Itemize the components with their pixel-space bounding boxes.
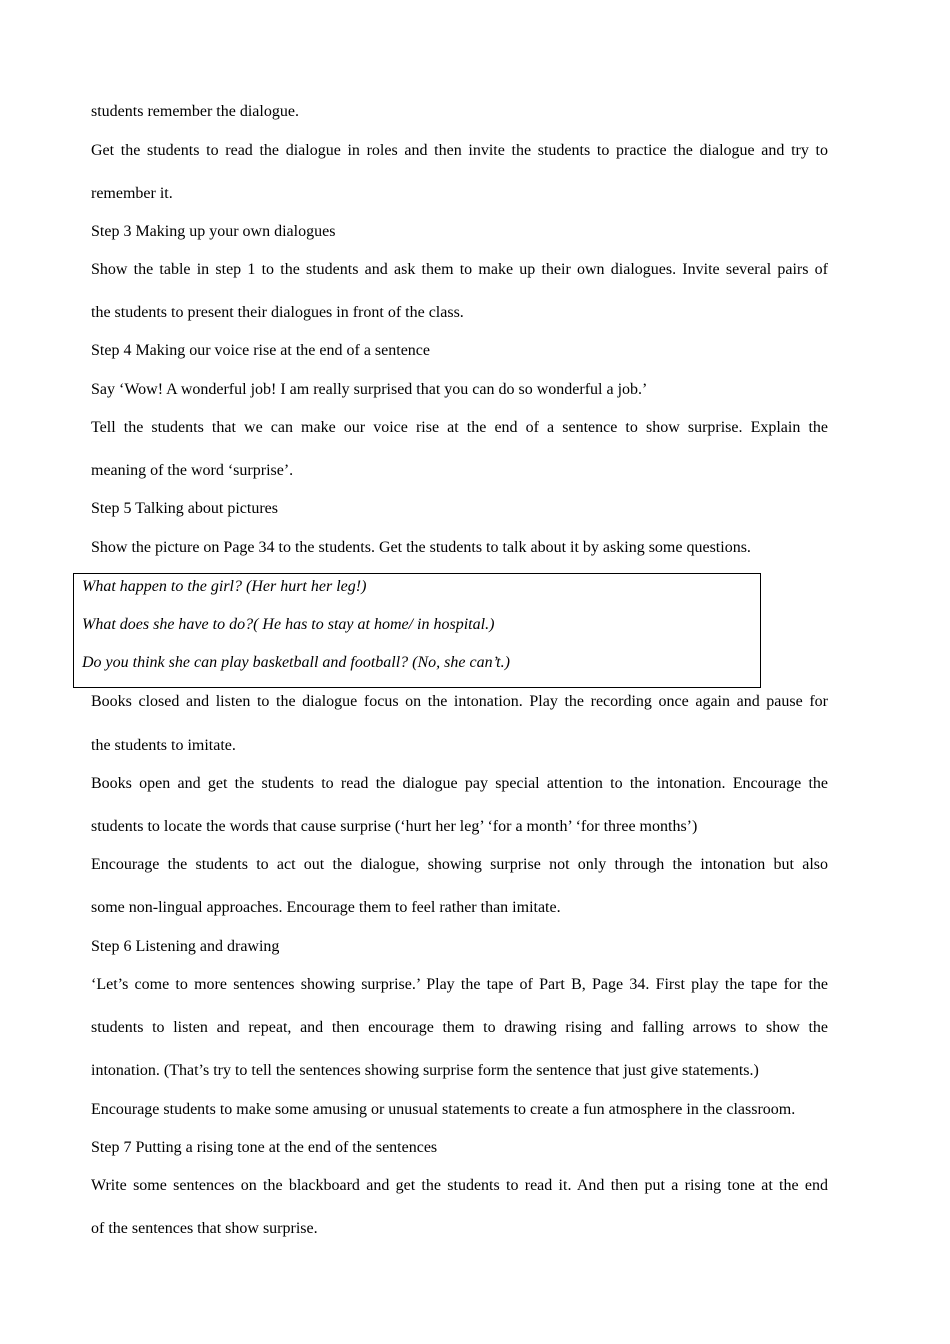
text-line: Say ‘Wow! A wonderful job! I am really surprised that you can do so wonderful a job.’ (91, 381, 648, 398)
text-line: meaning of the word ‘surprise’. (91, 462, 294, 479)
text-line: the students to present their dialogues in front of the class. (91, 304, 464, 321)
text-line: ‘Let’s come to more sentences showing surprise.’ Play the tape of Part B, Page 34. First play the tape for the (91, 976, 828, 993)
text-line: Write some sentences on the blackboard and get the students to read it. And then put a rising tone at the end (91, 1177, 828, 1194)
text-line: Books closed and listen to the dialogue focus on the intonation. Play the recording once again and pause for (91, 693, 828, 710)
text-line: Show the table in step 1 to the students and ask them to make up their own dialogues. Invite several pairs of (91, 261, 828, 278)
text-line: Encourage the students to act out the dialogue, showing surprise not only through the intonation but also (91, 856, 828, 873)
text-line: Get the students to read the dialogue in roles and then invite the students to practice the dialogue and try to (91, 142, 828, 159)
text-line: some non-lingual approaches. Encourage them to feel rather than imitate. (91, 899, 561, 916)
text-line: Encourage students to make some amusing or unusual statements to create a fun atmosphere in the classroom. (91, 1101, 796, 1118)
text-line: of the sentences that show surprise. (91, 1220, 318, 1237)
step-heading: Step 7 Putting a rising tone at the end of the sentences (91, 1139, 438, 1156)
question-line: What does she have to do?( He has to stay at home/ in hospital.) (82, 616, 495, 633)
step-heading: Step 4 Making our voice rise at the end of a sentence (91, 342, 430, 359)
step-heading: Step 3 Making up your own dialogues (91, 223, 336, 240)
question-line: What happen to the girl? (Her hurt her leg!) (82, 578, 367, 595)
text-line: Tell the students that we can make our voice rise at the end of a sentence to show surprise. Explain the (91, 419, 828, 436)
questions-box (73, 573, 761, 688)
text-line: students to locate the words that cause surprise (‘hurt her leg’ ‘for a month’ ‘for three months’) (91, 818, 698, 835)
step-heading: Step 5 Talking about pictures (91, 500, 278, 517)
text-line: students remember the dialogue. (91, 103, 299, 120)
question-line: Do you think she can play basketball and football? (No, she can’t.) (82, 654, 510, 671)
text-line: the students to imitate. (91, 737, 236, 754)
text-line: Books open and get the students to read the dialogue pay special attention to the intonation. Encourage the (91, 775, 828, 792)
text-line: students to listen and repeat, and then encourage them to drawing rising and falling arrows to show the (91, 1019, 828, 1036)
text-line: Show the picture on Page 34 to the students. Get the students to talk about it by asking some questions. (91, 539, 751, 556)
text-line: remember it. (91, 185, 173, 202)
step-heading: Step 6 Listening and drawing (91, 938, 280, 955)
text-line: intonation. (That’s try to tell the sentences showing surprise form the sentence that just give statements.) (91, 1062, 759, 1079)
